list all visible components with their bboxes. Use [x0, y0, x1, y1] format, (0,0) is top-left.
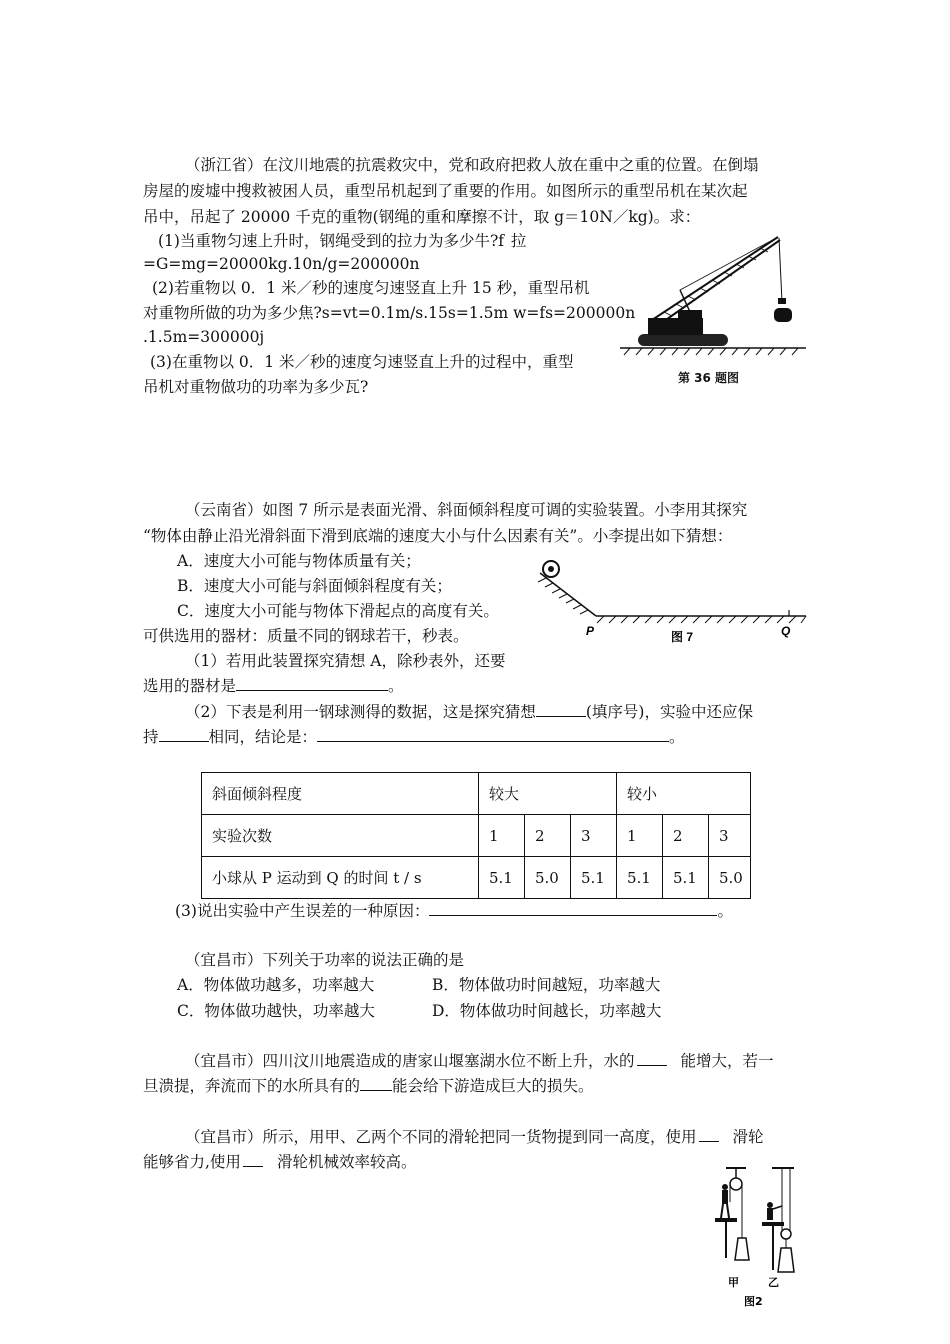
answer-blank[interactable]: [360, 1074, 392, 1091]
table-cell: 1: [479, 815, 525, 857]
q2-intro-line1: （云南省）如图 7 所示是表面光滑、斜面倾斜程度可调的实验装置。小李用其探究: [185, 501, 748, 519]
q5-text2: 滑轮: [732, 1128, 764, 1146]
q2-part1-text: 选用的器材是: [143, 677, 237, 695]
table-cell: 小球从 P 运动到 Q 的时间 t / s: [202, 857, 479, 899]
q1-sub3-line2: 吊机对重物做功的功率为多少瓦?: [143, 378, 369, 396]
pulley-figure: [712, 1162, 807, 1310]
table-cell: 3: [571, 815, 617, 857]
q1-sub3-line1: (3)在重物以 0．1 米／秒的速度匀速竖直上升的过程中，重型: [150, 353, 574, 371]
q1-intro-line1: （浙江省）在汶川地震的抗震救灾中，党和政府把救人放在重中之重的位置。在倒塌: [185, 156, 759, 174]
q2-part2-line1: [185, 699, 753, 725]
table-cell: 2: [663, 815, 709, 857]
table-cell: 5.0: [525, 857, 571, 899]
q2-option-c: C．速度大小可能与物体下滑起点的高度有关。: [177, 602, 499, 620]
q2-option-b: B．速度大小可能与斜面倾斜程度有关；: [177, 577, 452, 595]
q5-line1: [185, 1124, 764, 1150]
q4-line2: [143, 1073, 594, 1099]
table-cell: 5.1: [479, 857, 525, 899]
table-cell: 较大: [479, 773, 617, 815]
answer-blank[interactable]: [699, 1125, 719, 1142]
q2-part1-line1: （1）若用此装置探究猜想 A，除秒表外，还要: [185, 652, 506, 670]
q1-intro-line3: 吊中，吊起了 20000 千克的重物(钢绳的重和摩擦不计，取 g＝10N／kg)。求：: [143, 208, 701, 226]
q1-sub1-line2: =G=mg=20000kg.10n/g=200000n: [143, 255, 420, 273]
q1-sub2-line3: .1.5m=300000j: [143, 328, 265, 346]
label-yi: 乙: [768, 1276, 779, 1289]
table-cell: 2: [525, 815, 571, 857]
label-p: P: [586, 624, 595, 638]
q2-part2-end: 。: [669, 728, 685, 746]
table-row: [202, 773, 751, 815]
incline-figure-caption: 图 7: [671, 630, 694, 644]
table-cell: 5.1: [663, 857, 709, 899]
q4-text4: 能会给下游造成巨大的损失。: [392, 1077, 594, 1095]
table-cell: 较小: [617, 773, 751, 815]
answer-blank[interactable]: [243, 1150, 263, 1167]
answer-blank[interactable]: [536, 700, 586, 717]
q1-intro-line2: 房屋的废墟中搜救被困人员，重型吊机起到了重要的作用。如图所示的重型吊机在某次起: [143, 182, 748, 200]
table-row: [202, 857, 751, 899]
q2-part3: [175, 898, 733, 924]
table-cell: 斜面倾斜程度: [202, 773, 479, 815]
table-row: [202, 815, 751, 857]
q3-option-d: D．物体做功时间越长，功率越大: [432, 1002, 662, 1020]
q4-text3: 旦溃提，奔流而下的水所具有的: [143, 1077, 361, 1095]
q5-text4: 滑轮机械效率较高。: [276, 1153, 417, 1171]
table-cell: 实验次数: [202, 815, 479, 857]
q1-sub2-line2: 对重物所做的功为多少焦?s=vt=0.1m/s.15s=1.5m w=fs=200000n: [143, 304, 636, 322]
q2-part2-text2: (填序号)，实验中还应保: [585, 703, 753, 721]
q5-line2: [143, 1149, 416, 1175]
data-table: [201, 772, 751, 899]
q2-part2-text3: 持: [143, 728, 159, 746]
q4-text1: （宜昌市）四川汶川地震造成的唐家山堰塞湖水位不断上升，水的: [185, 1052, 635, 1070]
q3-option-a: A．物体做功越多，功率越大: [177, 976, 375, 994]
q2-option-a: A．速度大小可能与物体质量有关；: [177, 552, 421, 570]
table-cell: 3: [709, 815, 751, 857]
q4-text2: 能增大，若一: [680, 1052, 774, 1070]
table-cell: 5.0: [709, 857, 751, 899]
q5-text3: 能够省力,使用: [143, 1153, 241, 1171]
q2-part1-end: 。: [388, 677, 404, 695]
q2-part1-line2: [143, 673, 404, 699]
answer-blank[interactable]: [317, 725, 669, 742]
q3-stem: （宜昌市）下列关于功率的说法正确的是: [185, 951, 465, 969]
answer-blank[interactable]: [429, 899, 717, 916]
q2-part2-text4: 相同，结论是：: [208, 728, 318, 746]
q1-sub1-line1: (1)当重物匀速上升时，钢绳受到的拉力为多少牛?f 拉: [158, 232, 527, 250]
pulley-figure-caption: 图2: [744, 1295, 763, 1308]
answer-blank[interactable]: [236, 674, 388, 691]
q2-part2-text: （2）下表是利用一钢球测得的数据，这是探究猜想: [185, 703, 536, 721]
label-q: Q: [781, 624, 791, 638]
q2-materials: 可供选用的器材：质量不同的钢球若干，秒表。: [143, 627, 469, 645]
q3-option-c: C．物体做功越快，功率越大: [177, 1002, 375, 1020]
q5-text1: （宜昌市）所示，用甲、乙两个不同的滑轮把同一货物提到同一高度，使用: [185, 1128, 697, 1146]
label-jia: 甲: [728, 1276, 739, 1289]
table-cell: 5.1: [571, 857, 617, 899]
q3-option-b: B．物体做功时间越短，功率越大: [432, 976, 661, 994]
answer-blank[interactable]: [637, 1049, 667, 1066]
q2-part3-text: (3)说出实验中产生误差的一种原因：: [175, 902, 430, 920]
q1-sub2-line1: (2)若重物以 0．1 米／秒的速度匀速竖直上升 15 秒，重型吊机: [152, 279, 590, 297]
q4-line1: [185, 1048, 774, 1074]
table-cell: 5.1: [617, 857, 663, 899]
crane-figure-caption: 第 36 题图: [678, 371, 740, 385]
incline-figure: [526, 556, 811, 648]
table-cell: 1: [617, 815, 663, 857]
answer-blank[interactable]: [159, 725, 209, 742]
q2-intro-line2: “物体由静止沿光滑斜面下滑到底端的速度大小与什么因素有关”。小李提出如下猜想：: [143, 527, 733, 545]
q2-part2-line2: [143, 724, 685, 750]
crane-figure: [620, 232, 810, 357]
q2-part3-end: 。: [717, 902, 733, 920]
